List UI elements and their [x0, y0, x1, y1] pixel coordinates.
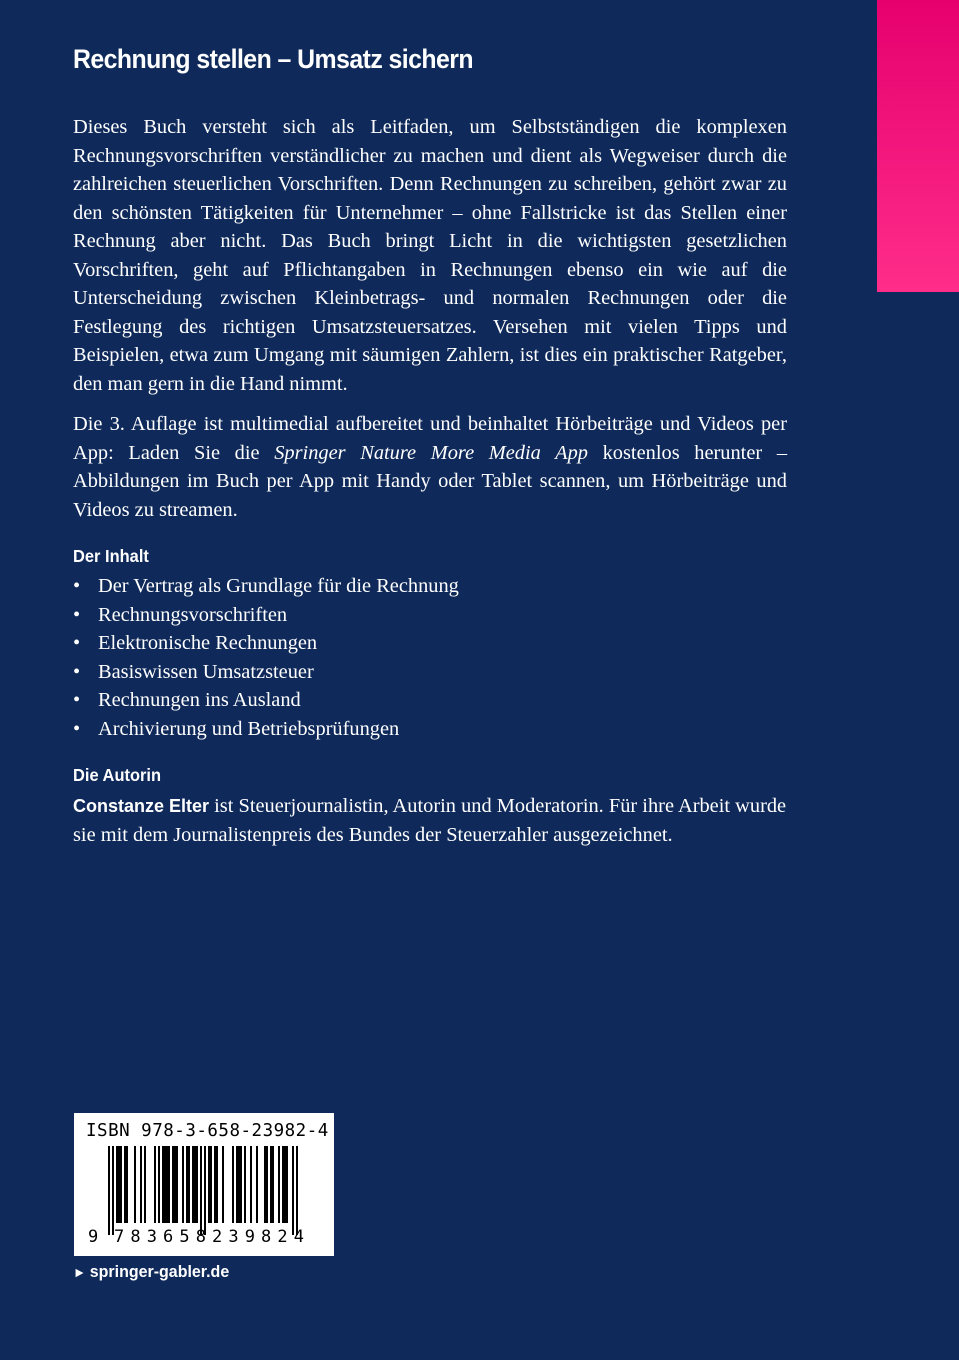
list-item-label: Rechnungen ins Ausland — [98, 689, 301, 712]
barcode-bar — [192, 1146, 194, 1223]
edition-note — [73, 410, 787, 524]
bullet-icon: • — [73, 717, 81, 740]
barcode-bar — [278, 1146, 280, 1223]
book-title: Rechnung stellen – Umsatz sichern — [73, 44, 474, 74]
barcode-bar — [270, 1146, 272, 1223]
barcode-bar — [134, 1146, 136, 1223]
bullet-icon: • — [73, 603, 81, 626]
barcode-bar — [286, 1146, 288, 1223]
barcode-bars — [108, 1146, 298, 1235]
barcode-bar — [154, 1146, 156, 1223]
barcode-bar — [140, 1146, 142, 1223]
contents-list — [73, 572, 459, 744]
barcode-bar — [208, 1146, 210, 1223]
app-name: Springer Nature More Media App — [274, 441, 588, 464]
list-item — [73, 601, 459, 630]
barcode-bar — [216, 1146, 218, 1223]
website-url: springer-gabler.de — [89, 1262, 230, 1281]
barcode-bar — [284, 1146, 286, 1223]
barcode-bar — [266, 1146, 268, 1223]
barcode-bar — [236, 1146, 238, 1223]
bullet-icon: • — [73, 575, 81, 597]
barcode-bar — [196, 1146, 198, 1223]
list-item-label: Archivierung und Betriebsprüfungen — [98, 717, 400, 740]
barcode-bar — [144, 1146, 146, 1223]
barcode-bar — [112, 1146, 114, 1235]
edition-text-before: Die 3. Auflage ist multimedial aufbereitet und beinhaltet Hörbeiträge und Videos per App: Laden Sie die — [73, 413, 787, 464]
list-item-label: Basiswissen Umsatzsteuer — [98, 660, 314, 683]
barcode-bar — [126, 1146, 128, 1223]
list-item-label: Elektronische Rechnungen — [98, 632, 318, 655]
barcode-bar — [272, 1146, 274, 1223]
edition-text-after: kostenlos herunter – Abbildungen im Buch per App mit Handy oder Tablet scannen, um Hörbeiträge und Videos zu streamen. — [73, 441, 788, 521]
accent-color-strip — [877, 0, 959, 292]
barcode-bar — [282, 1146, 284, 1223]
list-item — [73, 658, 459, 687]
barcode-bar — [116, 1146, 118, 1223]
barcode-bar — [210, 1146, 212, 1223]
barcode-bar — [158, 1146, 160, 1223]
bullet-icon: • — [73, 660, 81, 683]
list-item-label: Rechnungsvorschriften — [98, 603, 288, 626]
barcode-bar — [124, 1146, 126, 1223]
barcode-left-digits: 783658 — [114, 1227, 206, 1247]
barcode-bar — [250, 1146, 252, 1223]
barcode-bar — [174, 1146, 176, 1223]
barcode-bar — [182, 1146, 184, 1223]
barcode-right-digits: 239824 — [212, 1227, 304, 1247]
barcode-bar — [162, 1146, 164, 1223]
barcode-first-digit: 9 — [88, 1227, 99, 1247]
barcode-bar — [238, 1146, 240, 1223]
barcode-bar — [240, 1146, 242, 1223]
list-item-label: Der Vertrag als Grundlage für die Rechnung — [98, 575, 459, 597]
barcode-bar — [232, 1146, 234, 1223]
barcode-bar — [204, 1146, 206, 1235]
barcode-bar — [188, 1146, 190, 1223]
barcode-bar — [256, 1146, 258, 1223]
bullet-icon: • — [73, 689, 81, 712]
barcode-bar — [214, 1146, 216, 1223]
list-item — [73, 715, 459, 744]
barcode-bar — [172, 1146, 174, 1223]
barcode-bar — [186, 1146, 188, 1223]
publisher-website-link[interactable] — [73, 1262, 229, 1282]
barcode-bar — [120, 1146, 122, 1223]
barcode-bar — [168, 1146, 170, 1223]
barcode-bar — [244, 1146, 246, 1223]
barcode-bar — [264, 1146, 266, 1223]
barcode-bar — [194, 1146, 196, 1223]
contents-heading: Der Inhalt — [73, 546, 149, 566]
barcode-bar — [164, 1146, 166, 1223]
barcode-bar — [166, 1146, 168, 1223]
barcode-bar — [176, 1146, 178, 1223]
author-bio — [73, 792, 787, 849]
book-description: Dieses Buch versteht sich als Leitfaden, um Selbstständigen die komplexen Rechnungsvorschriften verständlicher zu machen und dient als Wegweiser durch die zahlreichen steuerlichen Vorschriften. Denn Rechnungen zu schreiben, gehört zwar zu den schönsten Tätigkeiten für Unternehmer – ohne Fallstricke ist das Stellen einer Rechnung aber nicht. Das Buch bringt Licht in die wichtigsten gesetzlichen Vorschriften, geht auf Pflichtangaben in Rechnungen ebenso ein wie auf die Unterscheidung zwischen Kleinbetrags- und normalen Rechnungen oder die Festlegung des richtigen Umsatzsteuersatzes. Versehen mit vielen Tipps und Beispielen, etwa zum Umgang mit säumigen Zahlern, ist dies ein praktischer Ratgeber, den man gern in die Hand nimmt. — [73, 116, 787, 395]
barcode-bar — [108, 1146, 110, 1235]
author-name: Constanze Elter — [73, 796, 210, 816]
isbn-label: ISBN 978-3-658-23982-4 — [86, 1121, 329, 1141]
barcode-bar — [292, 1146, 294, 1235]
barcode-bar — [222, 1146, 224, 1223]
barcode-graphic — [74, 1113, 334, 1256]
list-item — [73, 686, 459, 715]
author-heading: Die Autorin — [73, 765, 162, 785]
barcode-bar — [118, 1146, 120, 1223]
barcode-bar — [200, 1146, 202, 1235]
author-bio-text: ist Steuerjournalistin, Autorin und Moderatorin. Für ihre Arbeit wurde sie mit dem Journalistenpreis des Bundes der Steuerzahler ausgezeichnet. — [73, 795, 787, 846]
list-item — [73, 629, 459, 658]
barcode-bar — [296, 1146, 298, 1235]
bullet-icon: • — [73, 632, 81, 655]
triangle-right-icon: ► — [73, 1264, 87, 1280]
list-item — [73, 572, 459, 601]
isbn-barcode — [74, 1113, 334, 1256]
